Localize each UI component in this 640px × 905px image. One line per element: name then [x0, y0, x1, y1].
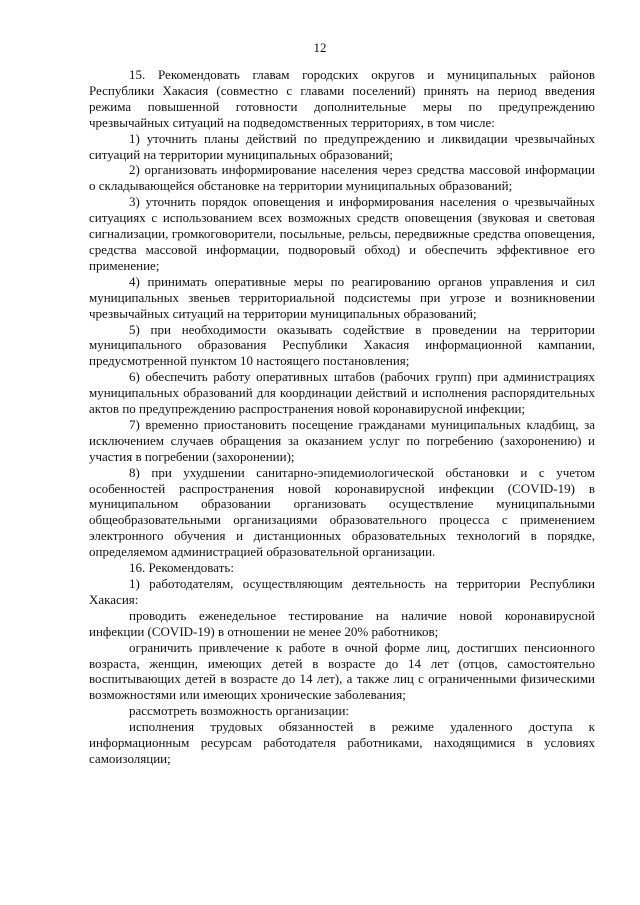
paragraph-16-consider: рассмотреть возможность организации:: [129, 703, 350, 719]
paragraph-16-restrict: ограничить привлечение к работе в очной форме лиц, достигших пенсионного возраста, женщин, имеющих детей в возрасте до 14 лет (отцов, самостоятельно воспитывающих детей в возрасте до 14 лет), а также лиц с ограниченными физическими возможностями или имеющих хронические заболевания;: [89, 639, 595, 703]
paragraph-15-item-8: 8) при ухудшении санитарно-эпидемиологической обстановки и с учетом особенностей распространения новой коронавирусной инфекции (COVID-19) в муниципальном образовании организовать осуществление муниципальными общеобразовательными организациями образовательного процесса с применением электронного обучения и дистанционных образовательных технологий в порядке, определяемом администрацией образовательной организации.: [89, 464, 595, 560]
document-body: [89, 67, 595, 767]
paragraph-15-item-4: 4) принимать оперативные меры по реагированию органов управления и сил муниципальных звеньев территориальной подсистемы при угрозе и возникновении чрезвычайных ситуаций на территории муниципальных образований;: [89, 273, 595, 321]
paragraph-15-item-2: 2) организовать информирование населения через средства массовой информации о складывающейся обстановке на территории муниципальных образований;: [89, 162, 595, 194]
paragraph-15-intro: 15. Рекомендовать главам городских округов и муниципальных районов Республики Хакасия (совместно с главами поселений) принять на период введения режима повышенной готовности дополнительные меры по предупреждению чрезвычайных ситуаций на подведомственных территориях, в том числе:: [89, 67, 595, 130]
paragraph-15-item-5: 5) при необходимости оказывать содействие в проведении на территории муниципального образования Республики Хакасия информационной кампании, предусмотренной пунктом 10 настоящего постановления;: [89, 321, 595, 369]
page-number: 12: [313, 40, 327, 55]
paragraph-15-item-7: 7) временно приостановить посещение гражданами муниципальных кладбищ, за исключением случаев обращения за оказанием услуг по погребению (захоронению) и участия в погребении (захоронении);: [89, 416, 595, 464]
paragraph-15-item-1: 1) уточнить планы действий по предупреждению и ликвидации чрезвычайных ситуаций на территории муниципальных образований;: [89, 130, 595, 162]
paragraph-16-remote-work: исполнения трудовых обязанностей в режиме удаленного доступа к информационным ресурсам работодателя работниками, находящимися в условиях самоизоляции;: [89, 719, 595, 766]
paragraph-16-item-1: 1) работодателям, осуществляющим деятельность на территории Республики Хакасия:: [89, 576, 595, 607]
paragraph-15-item-3: 3) уточнить порядок оповещения и информирования населения о чрезвычайных ситуациях с использованием всех возможных средств оповещения (звуковая и световая сигнализации, громкоговорители, посыльные, рельсы, передвижные средства оповещения, средства массовой информации, подворовый обход) и обеспечить эффективное его применение;: [89, 194, 595, 273]
paragraph-15-item-6: 6) обеспечить работу оперативных штабов (рабочих групп) при администрациях муниципальных образований для координации действий и исполнения распорядительных актов по предупреждению распространения новой коронавирусной инфекции;: [89, 369, 595, 417]
paragraph-16-intro: 16. Рекомендовать:: [129, 560, 234, 576]
paragraph-16-testing: проводить еженедельное тестирование на наличие новой коронавирусной инфекции (COVID-19) в отношении не менее 20% работников;: [89, 607, 595, 639]
